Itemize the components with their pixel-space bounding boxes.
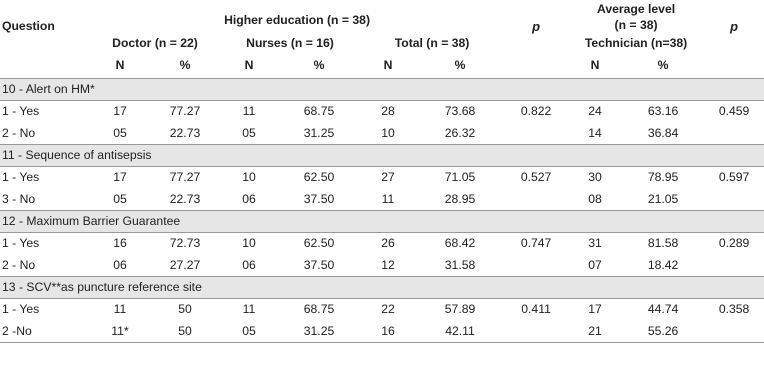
total-pct: 42.11 xyxy=(416,320,504,342)
doctor-pct: 27.27 xyxy=(169,257,201,272)
header-average-level-line2: (n = 38) xyxy=(614,18,658,32)
p-value-1: 0.747 xyxy=(520,236,552,251)
total-pct: 57.89 xyxy=(444,302,476,317)
doctor-pct: 77.27 xyxy=(169,104,201,119)
total-n: 12 xyxy=(381,257,395,272)
section-title: 13 - SCV**as puncture reference site xyxy=(0,276,764,298)
table-row xyxy=(0,122,764,144)
technician-n: 31 xyxy=(588,236,602,251)
section-row xyxy=(0,144,764,166)
doctor-n: 17 xyxy=(113,104,127,119)
technician-pct: 18.42 xyxy=(647,257,679,272)
technician-n: 24 xyxy=(588,104,602,119)
doctor-n: 05 xyxy=(113,125,127,140)
p-value-1: 0.527 xyxy=(520,170,552,185)
doctor-n: 16 xyxy=(113,236,127,251)
total-pct: 68.42 xyxy=(444,236,476,251)
nurses-pct: 37.50 xyxy=(303,257,335,272)
nurses-n: 11 xyxy=(242,302,256,317)
technician-pct: 44.74 xyxy=(647,302,679,317)
technician-n: 14 xyxy=(588,125,602,140)
nurses-pct: 62.50 xyxy=(303,236,335,251)
doctor-pct: 50 xyxy=(150,320,220,342)
header-average-level-line1: Average level xyxy=(596,2,676,16)
header-nurses-pct: % xyxy=(313,57,325,72)
total-n: 26 xyxy=(381,236,395,251)
p-value-1 xyxy=(504,254,568,276)
p-value-2: 0.358 xyxy=(718,302,750,317)
doctor-n: 06 xyxy=(113,257,127,272)
technician-pct: 21.05 xyxy=(647,191,679,206)
header-doctor-pct: % xyxy=(179,57,191,72)
row-label: 2 - No xyxy=(2,125,36,140)
doctor-pct: 77.27 xyxy=(169,170,201,185)
nurses-n: 05 xyxy=(220,320,278,342)
doctor-n: 11 xyxy=(113,302,127,317)
table-row xyxy=(0,188,764,210)
doctor-n: 17 xyxy=(113,170,127,185)
header-nurses-n: N xyxy=(244,57,254,72)
row-label: 3 - No xyxy=(2,191,36,206)
table-row xyxy=(0,232,764,254)
nurses-pct: 68.75 xyxy=(303,104,335,119)
p-value-1 xyxy=(504,188,568,210)
nurses-n: 10 xyxy=(242,170,256,185)
header-total-pct: % xyxy=(454,57,466,72)
nurses-pct: 31.25 xyxy=(278,320,360,342)
nurses-pct: 62.50 xyxy=(303,170,335,185)
doctor-pct: 72.73 xyxy=(169,236,201,251)
technician-n: 08 xyxy=(588,191,602,206)
nurses-n: 05 xyxy=(242,125,256,140)
total-n: 11 xyxy=(381,191,395,206)
p-value-2: 0.597 xyxy=(718,170,750,185)
table-body xyxy=(0,78,764,342)
technician-pct: 78.95 xyxy=(647,170,679,185)
header-technician-pct: % xyxy=(657,57,669,72)
total-pct: 31.58 xyxy=(444,257,476,272)
table-row xyxy=(0,298,764,320)
technician-pct: 55.26 xyxy=(622,320,704,342)
nurses-n: 06 xyxy=(242,191,256,206)
row-label: 1 - Yes xyxy=(2,236,40,251)
row-label: 2 -No xyxy=(0,320,90,342)
nurses-pct: 68.75 xyxy=(303,302,335,317)
header-average-level xyxy=(568,0,704,34)
technician-pct: 36.84 xyxy=(647,125,679,140)
total-n: 28 xyxy=(381,104,395,119)
header-total: Total (n = 38) xyxy=(394,36,470,50)
total-n: 22 xyxy=(381,302,395,317)
row-label: 1 - Yes xyxy=(2,170,40,185)
header-question: Question xyxy=(2,19,55,33)
p-value-2 xyxy=(704,320,764,342)
header-higher-education: Higher education (n = 38) xyxy=(224,13,370,27)
section-title: 12 - Maximum Barrier Guarantee xyxy=(0,210,764,232)
nurses-pct: 31.25 xyxy=(303,125,335,140)
technician-n: 21 xyxy=(568,320,622,342)
total-n: 27 xyxy=(381,170,395,185)
technician-n: 30 xyxy=(588,170,602,185)
table-row xyxy=(0,254,764,276)
doctor-n: 11* xyxy=(90,320,150,342)
header-p-2: p xyxy=(730,18,739,34)
row-label: 2 - No xyxy=(2,257,36,272)
p-value-1: 0.411 xyxy=(521,302,551,317)
header-technician: Technician (n=38) xyxy=(584,36,688,50)
section-title: 10 - Alert on HM* xyxy=(0,78,764,100)
header-doctor: Doctor (n = 22) xyxy=(112,36,198,50)
doctor-pct: 22.73 xyxy=(169,191,201,206)
p-value-2 xyxy=(704,254,764,276)
header-p-1: p xyxy=(532,18,541,34)
p-value-2: 0.289 xyxy=(718,236,750,251)
p-value-1 xyxy=(504,320,568,342)
doctor-pct: 50 xyxy=(178,302,192,317)
technician-pct: 81.58 xyxy=(647,236,679,251)
section-title: 11 - Sequence of antisepsis xyxy=(0,144,764,166)
p-value-1: 0.822 xyxy=(520,104,552,119)
row-label: 1 - Yes xyxy=(2,104,40,119)
total-pct: 73.68 xyxy=(444,104,476,119)
total-n: 16 xyxy=(360,320,416,342)
technician-n: 07 xyxy=(588,257,602,272)
doctor-n: 05 xyxy=(113,191,127,206)
section-row xyxy=(0,210,764,232)
row-label: 1 - Yes xyxy=(2,302,40,317)
header-doctor-n: N xyxy=(115,57,125,72)
table-row xyxy=(0,320,764,342)
total-n: 10 xyxy=(381,125,395,140)
table-row xyxy=(0,166,764,188)
p-value-2: 0.459 xyxy=(718,104,750,119)
p-value-2 xyxy=(704,188,764,210)
technician-pct: 63.16 xyxy=(647,104,679,119)
total-pct: 28.95 xyxy=(444,191,476,206)
section-row xyxy=(0,78,764,100)
p-value-2 xyxy=(704,122,764,144)
nurses-n: 11 xyxy=(242,104,256,119)
technician-n: 17 xyxy=(588,302,602,317)
header-technician-n: N xyxy=(590,57,600,72)
header-total-n: N xyxy=(383,57,393,72)
total-pct: 26.32 xyxy=(444,125,476,140)
nurses-pct: 37.50 xyxy=(303,191,335,206)
table-header xyxy=(0,0,764,78)
doctor-pct: 22.73 xyxy=(169,125,201,140)
nurses-n: 06 xyxy=(242,257,256,272)
p-value-1 xyxy=(504,122,568,144)
section-row xyxy=(0,276,764,298)
total-pct: 71.05 xyxy=(444,170,476,185)
nurses-n: 10 xyxy=(242,236,256,251)
header-nurses: Nurses (n = 16) xyxy=(246,36,334,50)
table-row xyxy=(0,100,764,122)
